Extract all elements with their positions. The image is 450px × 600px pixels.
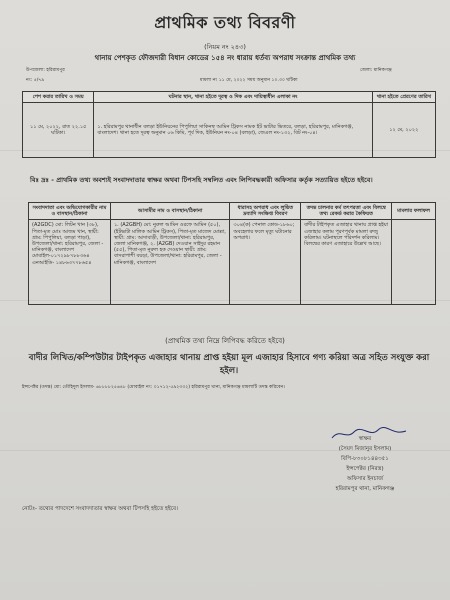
signatory-name: (সৈয়দ মিজানুর ইসলাম) bbox=[338, 446, 392, 452]
incident-place-cell: ১. হরিরামপুর থানাধীন বলড়া ইউনিয়নের পিপুলিয়া সাকিনস্থ আমিন ট্রিকস নামক ইট ভাটার ভিতরে, বলড়া, হরিরামপুর, মানিকগঞ্জ, বাংলাদেশ। থানা হতে দূরত্ব অনুমান ০৬ কিমি, পূর্ব দিক, ইউনিয়ন নং-০৪ (বলড়া), জেএল নং-১৩২, বিট নং-০৪। bbox=[94, 103, 372, 158]
informant-cell: (A2GDC) মো: লিটন খান (৩৮), পিতা-মৃত মোঃ আজম খান, স্থায়ী: গ্রাম: পিপুলিয়া, বলড়া পাড়া), উপজেলা/থানা: হরিরামপুর, জেলা - মানিকগঞ্জ, বাংলাদেশ মোবাইল-০১৭২৯৮৭৮৮৩৬৪ এনআইডি- ১৪৮৬৩৭৭৮৬৫৪ bbox=[29, 220, 111, 305]
case-details-table bbox=[28, 202, 436, 305]
investigation-cell: বাদীর টাইপকৃত এজাহার থানায় প্রাপ্ত হইয়া এজাহার কলাম পূরণপূর্বক মামলা রুজু করিলাম। ঘটনাস্থলে পরিদর্শন করিলাম। বিলম্বের কারণ এজাহারে উল্লেখ আছে। bbox=[301, 220, 392, 305]
attestation-note: বিঃ দ্রঃ - প্রাথমিক তথ্য অবশ্যই সংবাদদাতার স্বাক্ষর অথবা টিপসহি সম্বলিত এবং লিপিবদ্ধকারী অফিসার কর্তৃক সত্যায়িত হইতে হইবে। bbox=[30, 176, 373, 184]
complaint-attached-note: বাদীর লিখিত/কম্পিউটার টাইপকৃত এজাহার থানায় প্রাপ্ত হইয়া মূল এজাহার হিসাবে গণ্য করিয়া অত্র সহিত সংযুক্ত করা হইল। bbox=[28, 353, 430, 376]
signatory-bp-number: বিপি-৮৩০৮১৪৪৩৫১ bbox=[341, 456, 389, 462]
accused-cell: ১. (A2GBH) মো: নুরুল আমিন ওরফে আমিন (৫০), (ইটভাটা মালিক আমিন ট্রিকস), পিতা-মৃত মাজেদ মোল্লা, স্থায়ী: গ্রাম: আদাবাড়ী, উপজেলা/থানা: হরিরামপুর, জেলা মানিকগঞ্জ, ২. (A2GB) দেওয়ান সাইদুর রহমান (৫৫), পিতা-মৃত নুরুল হক দেওয়ান স্থায়ী: গ্রাম: বাসরাপাশী বয়ড়া, উপজেলা/থানা: হরিরামপুর, জেলা - মানিকগঞ্জ, বাংলাদেশ bbox=[110, 220, 229, 305]
header-informant: সংবাদদাতা এবং অভিযোগকারীর নাম ও বাসস্থান/ঠিকানা bbox=[29, 203, 111, 220]
header-offence: ধারাসহ অপরাধ এবং লুণ্ঠিত দ্রব্যাদি সংক্ষিপ্ত বিবরণ bbox=[230, 203, 301, 220]
header-result: মামলার ফলাফল bbox=[392, 203, 436, 220]
investigating-officer-line: ইন্সপেক্টর (তদন্ত) মো: তৌহিদুল ইসলাম- ৬৮৮৮৮২৫৬৪৮ (মোবাইল নং: ০১৭১২-৫৯২৩৩২) হরিরামপুর থানা, মানিকগঞ্জ মামলাটি তদন্ত করিবেন। bbox=[22, 385, 285, 390]
signature-label: স্বাক্ষর bbox=[358, 436, 372, 442]
document-subtitle: থানায় পেশকৃত ফৌজদারী বিধান কোডের ১৫৪ নং ধারায় ধর্তব্য অপরাধ সংক্রান্ত প্রাথমিক তথ্য bbox=[94, 54, 356, 62]
header-incident-place: ঘটনার স্থান, থানা হইতে দূরত্ব ও দিক এবং দায়িত্বাধীন এলাকা নং bbox=[94, 92, 372, 103]
footer-note: নোটঃ- তথ্যের পাদদেশে সংবাদদাতার স্বাক্ষর অথবা টিপসহি হইতে হইবে। bbox=[22, 506, 178, 512]
signatory-rank: ইন্সপেক্টর (নিরস্ত্র) bbox=[346, 466, 384, 472]
case-date-time: মামলা নং ১১ মে, ২০২২ সময় অনুমান ১০.৩০ ঘটিকা bbox=[200, 78, 298, 83]
incident-table bbox=[22, 91, 436, 158]
table-row bbox=[23, 103, 436, 158]
result-cell bbox=[392, 220, 436, 305]
header-accused: আসামীর নাম ও বাসস্থান/ঠিকানা bbox=[110, 203, 229, 220]
case-number: নং: ৫/৭৯ bbox=[26, 78, 45, 83]
upazila-label: উপজেলা: হরিরামপুর bbox=[26, 68, 65, 73]
signatory-designation: অফিসার ইনচার্জ bbox=[347, 476, 383, 482]
header-submission-date: পেশ করার তারিখ ও সময় bbox=[23, 92, 94, 103]
sent-date-cell: ১২ মে, ২০২২ bbox=[372, 103, 435, 158]
submission-date-cell: ১১ মে, ২০২২, রাত ২২.১৫ ঘটিকা। bbox=[23, 103, 94, 158]
record-below-note: (প্রাথমিক তথ্য নিম্নে লিপিবদ্ধ করিতে হইবে) bbox=[165, 337, 285, 345]
table-row bbox=[29, 220, 436, 305]
signature-scribble-icon bbox=[330, 426, 410, 442]
header-investigation: তদন্ত চালনার কর্ম তৎপরতা এবং বিলম্বে তথ্য রেকর্ড করার কৈফিয়ত bbox=[301, 203, 392, 220]
header-sent-date: থানা হইতে প্রেরণের তারিখ bbox=[372, 92, 435, 103]
rule-number: (নিয়ম নং ২৪৩) bbox=[204, 43, 246, 51]
document-title: প্রাথমিক তথ্য বিবরণী bbox=[154, 13, 296, 32]
offence-cell: ৩০৪(ক) পেনাল কোড-১৮৬০; অবহেলার ফলে মৃত্যু ঘটানোর অপরাধ। bbox=[230, 220, 301, 305]
district-label: জেলা: মানিকগঞ্জ bbox=[360, 68, 392, 73]
signatory-station: হরিরামপুর থানা, মানিকগঞ্জ bbox=[335, 486, 395, 492]
